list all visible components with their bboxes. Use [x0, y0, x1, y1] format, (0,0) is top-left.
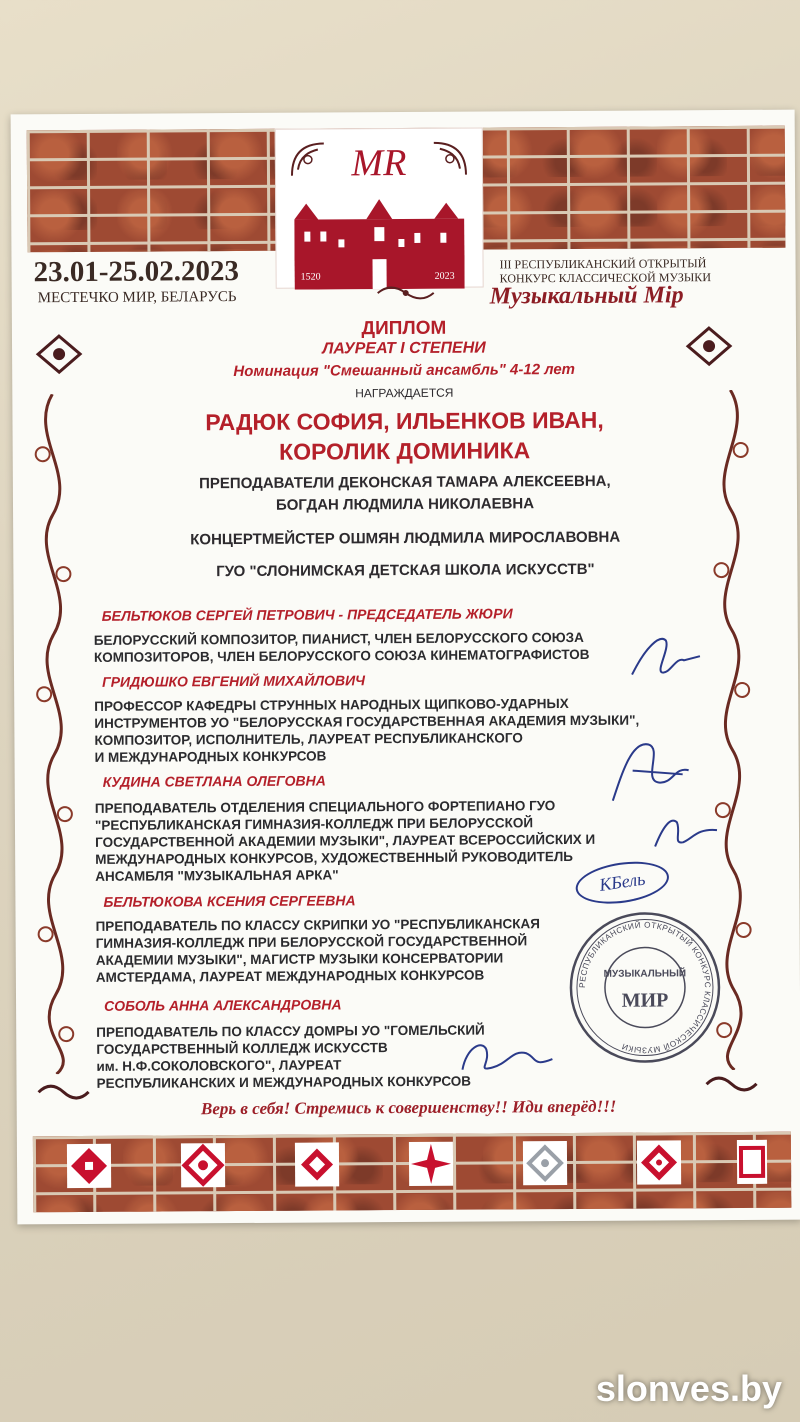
- jury-name: БЕЛЬТЮКОВА КСЕНИЯ СЕРГЕЕВНА: [103, 892, 356, 910]
- jury-line: ПРЕПОДАВАТЕЛЬ ПО КЛАССУ ДОМРЫ УО "ГОМЕЛЬСКИЙ: [96, 1022, 485, 1040]
- jury-line: им. Н.Ф.СОКОЛОВСКОГО", ЛАУРЕАТ: [96, 1057, 342, 1074]
- logo-monogram: MR: [351, 141, 407, 185]
- jury-description: [95, 797, 596, 885]
- jury-description: [96, 915, 541, 986]
- signature-kbel: КБель: [573, 856, 672, 909]
- festival-logo: [275, 128, 484, 289]
- signature-5: [452, 1023, 562, 1084]
- nomination: Номинация "Смешанный ансамбль" 4-12 лет: [233, 360, 576, 381]
- jury-line: МЕЖДУНАРОДНЫХ КОНКУРСОВ, ХУДОЖЕСТВЕННЫЙ РУКОВОДИТЕЛЬ: [95, 848, 574, 867]
- diploma-sheet: [11, 110, 800, 1225]
- jury-line: ПРЕПОДАВАТЕЛЬ ПО КЛАССУ СКРИПКИ УО "РЕСПУБЛИКАНСКАЯ: [95, 916, 540, 934]
- jury-line: ИНСТРУМЕНТОВ УО "БЕЛОРУССКАЯ ГОСУДАРСТВЕННАЯ АКАДЕМИЯ МУЗЫКИ",: [94, 712, 640, 731]
- jury-name: БЕЛЬТЮКОВ СЕРГЕЙ ПЕТРОВИЧ - ПРЕДСЕДАТЕЛЬ ЖЮРИ: [101, 605, 513, 624]
- signature-1: [626, 626, 706, 686]
- vyshyvanka-tile-icon: [67, 1144, 111, 1188]
- jury-line: ГОСУДАРСТВЕННЫЙ КОЛЛЕДЖ ИСКУССТВ: [96, 1040, 388, 1057]
- scroll-ornament-icon: [376, 282, 436, 304]
- jury-line: ПРЕПОДАВАТЕЛЬ ОТДЕЛЕНИЯ СПЕЦИАЛЬНОГО ФОРТЕПИАНО ГУО: [94, 798, 556, 816]
- vyshyvanka-tile-icon: [737, 1140, 767, 1184]
- jury-line: АМСТЕРДАМА, ЛАУРЕАТ МЕЖДУНАРОДНЫХ КОНКУРСОВ: [95, 967, 485, 985]
- jury-line: РЕСПУБЛИКАНСКИХ И МЕЖДУНАРОДНЫХ КОНКУРСОВ: [96, 1073, 472, 1091]
- jury-name: ГРИДЮШКО ЕВГЕНИЙ МИХАЙЛОВИЧ: [102, 672, 366, 690]
- vine-border-left-icon: [28, 394, 80, 1074]
- vyshyvanka-tile-icon: [523, 1141, 567, 1185]
- school-name: ГУО "СЛОНИМСКАЯ ДЕТСКАЯ ШКОЛА ИСКУССТВ": [216, 560, 595, 581]
- jury-line: КОМПОЗИТОР, ИСПОЛНИТЕЛЬ, ЛАУРЕАТ РЕСПУБЛИКАНСКОГО: [94, 730, 523, 748]
- jury-name: КУДИНА СВЕТЛАНА ОЛЕГОВНА: [102, 772, 326, 790]
- signature-2: [602, 730, 702, 811]
- jury-line: "РЕСПУБЛИКАНСКАЯ ГИМНАЗИЯ-КОЛЛЕДЖ ПРИ БЕЛОРУССКОЙ: [94, 815, 534, 833]
- folk-motif-bottom-right-icon: [704, 1072, 758, 1096]
- contest-title-line2: КОНКУРС КЛАССИЧЕСКОЙ МУЗЫКИ: [499, 270, 712, 286]
- jury-line: АКАДЕМИИ МУЗЫКИ", МАГИСТР МУЗЫКИ КОНСЕРВАТОРИИ: [95, 950, 504, 968]
- jury-line: АНСАМБЛЯ "МУЗЫКАЛЬНАЯ АРКА": [95, 867, 339, 884]
- festival-name: Музыкальный Мiр: [489, 282, 684, 310]
- vyshyvanka-tile-icon: [181, 1143, 225, 1187]
- year-left: 1520: [300, 271, 321, 283]
- contest-title: [499, 256, 789, 286]
- year-right: 2023: [434, 270, 455, 282]
- corner-flourish-icon: [288, 139, 328, 179]
- contest-title-line1: III РЕСПУБЛИКАНСКИЙ ОТКРЫТЫЙ: [499, 256, 707, 272]
- winners-line1: РАДЮК СОФИЯ, ИЛЬЕНКОВ ИВАН,: [205, 406, 604, 436]
- jury-line: КОМПОЗИТОРОВ, ЧЛЕН БЕЛОРУССКОГО СОЮЗА КИНЕМАТОГРАФИСТОВ: [93, 646, 590, 665]
- contest-place: МЕСТЕЧКО МИР, БЕЛАРУСЬ: [37, 289, 237, 307]
- corner-flourish-icon: [430, 139, 470, 179]
- seal-center-bottom: МИР: [621, 989, 669, 1012]
- vyshyvanka-tile-icon: [637, 1140, 681, 1184]
- awarded-label: НАГРАЖДАЕТСЯ: [355, 385, 454, 401]
- jury-name: СОБОЛЬ АННА АЛЕКСАНДРОВНА: [104, 996, 342, 1014]
- official-seal: [567, 910, 722, 1065]
- winners-line2: КОРОЛИК ДОМИНИКА: [279, 437, 531, 465]
- site-watermark: slonves.by: [595, 1368, 782, 1409]
- seal-ring-text: РЕСПУБЛИКАНСКИЙ ОТКРЫТЫЙ КОНКУРС КЛАССИЧЕСКОЙ МУЗЫКИ: [577, 920, 713, 1055]
- jury-description: [94, 629, 590, 666]
- contest-dates: 23.01-25.02.2023: [33, 255, 240, 289]
- teachers-line2: БОГДАН ЛЮДМИЛА НИКОЛАЕВНА: [275, 495, 535, 514]
- motto: Верь в себя! Стремись к совершенству!! Иди вперёд!!!: [200, 1096, 617, 1119]
- accompanist: КОНЦЕРТМЕЙСТЕР ОШМЯН ЛЮДМИЛА МИРОСЛАВОВНА: [190, 528, 621, 549]
- jury-description: [96, 1022, 485, 1092]
- signature-3: [647, 806, 727, 856]
- diploma-title: ДИПЛОМ: [361, 317, 447, 340]
- vyshyvanka-tile-icon: [295, 1142, 339, 1186]
- teachers-line1: ПРЕПОДАВАТЕЛИ ДЕКОНСКАЯ ТАМАРА АЛЕКСЕЕВНА,: [199, 472, 611, 493]
- jury-line: ГОСУДАРСТВЕННОЙ АКАДЕМИИ МУЗЫКИ", ЛАУРЕАТ ВСЕРОССИЙСКИХ И: [95, 831, 596, 850]
- jury-line: БЕЛОРУССКИЙ КОМПОЗИТОР, ПИАНИСТ, ЧЛЕН БЕЛОРУССКОГО СОЮЗА: [93, 629, 584, 648]
- jury-description: [94, 695, 639, 766]
- jury-line: ГИМНАЗИЯ-КОЛЛЕДЖ ПРИ БЕЛОРУССКОЙ ГОСУДАРСТВЕННОЙ: [95, 933, 528, 951]
- jury-line: ПРОФЕССОР КАФЕДРЫ СТРУННЫХ НАРОДНЫХ ЩИПКОВО-УДАРНЫХ: [94, 696, 569, 714]
- vyshyvanka-tile-icon: [409, 1142, 453, 1186]
- diploma-degree: ЛАУРЕАТ I СТЕПЕНИ: [322, 339, 486, 358]
- seal-center-top: МУЗЫКАЛЬНЫЙ: [603, 968, 687, 980]
- jury-line: И МЕЖДУНАРОДНЫХ КОНКУРСОВ: [94, 748, 327, 765]
